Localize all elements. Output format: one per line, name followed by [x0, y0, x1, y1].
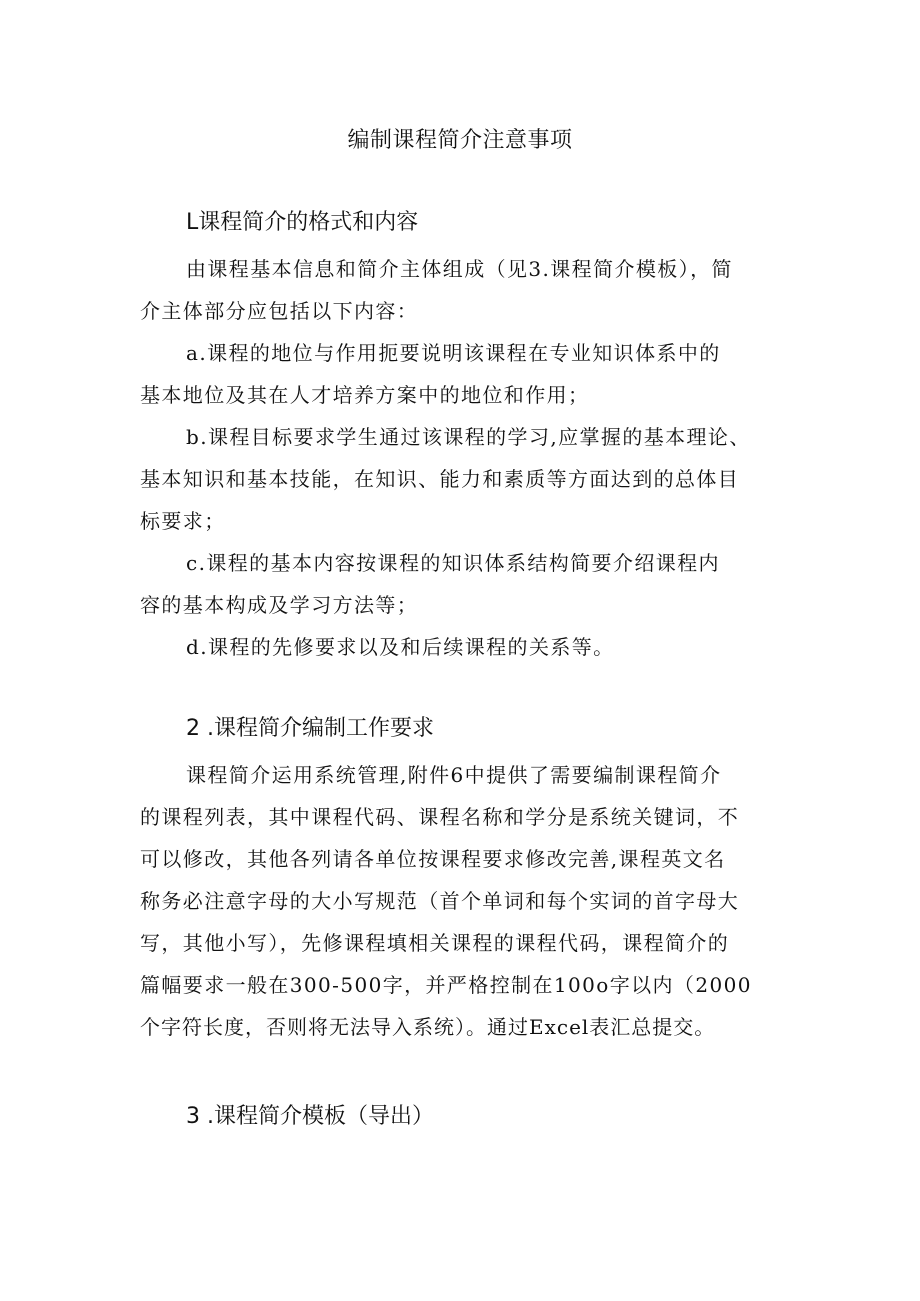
section-2-line-7: 个字符长度，否则将无法导入系统）。通过Excel表汇总提交。	[140, 1015, 716, 1039]
item-b-line-2: 基本知识和基本技能，在知识、能力和素质等方面达到的总体目	[140, 467, 740, 491]
section-2-line-5: 写，其他小写），先修课程填相关课程的课程代码，课程简介的	[140, 931, 730, 955]
section-2-line-3: 可以修改，其他各列请各单位按课程要求修改完善,课程英文名	[140, 847, 726, 871]
section-1-heading: L课程简介的格式和内容	[186, 210, 419, 235]
item-d-line-1: d.课程的先修要求以及和后续课程的关系等。	[186, 635, 615, 659]
item-a-line-2: 基本地位及其在人才培养方案中的地位和作用；	[140, 383, 590, 407]
section-1-intro-line-2: 介主体部分应包括以下内容：	[140, 299, 419, 323]
item-a-line-1: a.课程的地位与作用扼要说明该课程在专业知识体系中的	[186, 341, 721, 365]
section-1-intro-line-1: 由课程基本信息和简介主体组成（见3.课程简介模板），简	[186, 257, 733, 281]
section-2-line-1: 课程简介运用系统管理,附件6中提供了需要编制课程简介	[186, 763, 722, 787]
section-2-heading: 2 .课程简介编制工作要求	[186, 716, 434, 741]
section-2-line-6: 篇幅要求一般在300-500字，并严格控制在100o字以内（2000	[140, 973, 752, 997]
section-2-line-2: 的课程列表，其中课程代码、课程名称和学分是系统关键词，不	[140, 805, 740, 829]
item-c-line-2: 容的基本构成及学习方法等；	[140, 593, 419, 617]
item-b-line-1: b.课程目标要求学生通过该课程的学习,应掌握的基本理论、	[186, 425, 751, 449]
item-b-line-3: 标要求；	[140, 509, 226, 533]
item-c-line-1: c.课程的基本内容按课程的知识体系结构简要介绍课程内	[186, 551, 720, 575]
document-title: 编制课程简介注意事项	[347, 128, 573, 153]
section-3-heading: 3 .课程简介模板（导出）	[186, 1104, 434, 1129]
section-2-line-4: 称务必注意字母的大小写规范（首个单词和每个实词的首字母大	[140, 889, 740, 913]
